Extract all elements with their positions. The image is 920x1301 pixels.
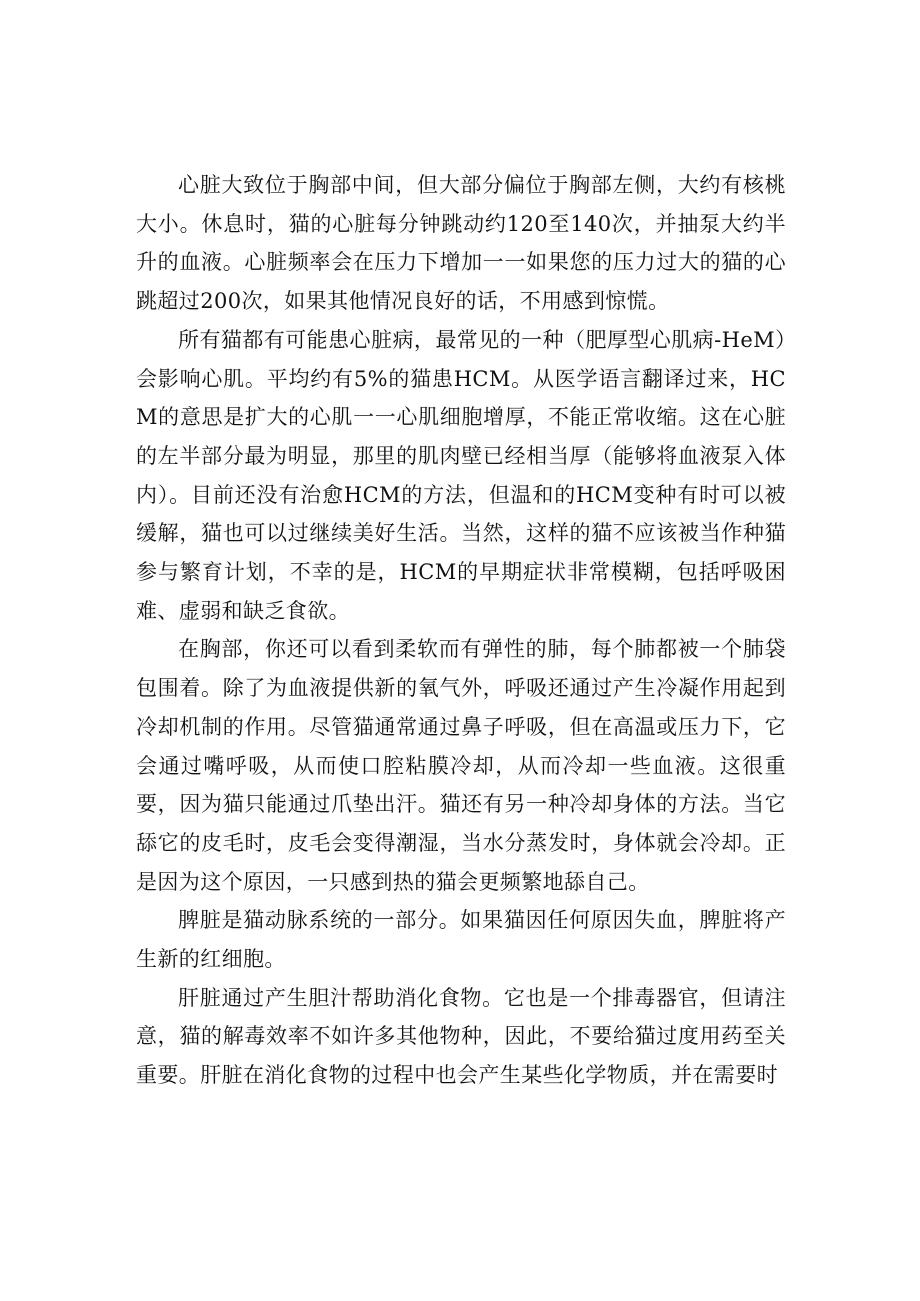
- document-body: [136, 166, 786, 1095]
- paragraph-spleen: 脾脏是猫动脉系统的一部分。如果猫因任何原因失血，脾脏将产生新的红细胞。: [136, 908, 786, 972]
- paragraph-hcm: 所有猫都有可能患心脏病，最常见的一种（肥厚型心肌病-HeM）会影响心肌。平均约有5%的猫患HCM。从医学语言翻译过来，HCM的意思是扩大的心肌一一心肌细胞增厚，不能正常收缩。这在心脏的左半部分最为明显，那里的肌肉壁已经相当厚（能够将血液泵入体内）。目前还没有治愈HCM的方法，但温和的HCM变种有时可以被缓解，猫也可以过继续美好生活。当然，这样的猫不应该被当作种猫参与繁育计划，不幸的是，HCM的早期症状非常模糊，包括呼吸困难、虚弱和缺乏食欲。: [136, 327, 786, 623]
- paragraph-liver: 肝脏通过产生胆汁帮助消化食物。它也是一个排毒器官，但请注意，猫的解毒效率不如许多其他物种，因此，不要给猫过度用药至关重要。肝脏在消化食物的过程中也会产生某些化学物质，并在需要时: [136, 985, 786, 1088]
- paragraph-heart: 心脏大致位于胸部中间，但大部分偏位于胸部左侧，大约有核桃大小。休息时，猫的心脏每分钟跳动约120至140次，并抽泵大约半升的血液。心脏频率会在压力下增加一一如果您的压力过大的猫的心跳超过200次，如果其他情况良好的话，不用感到惊慌。: [136, 173, 786, 314]
- paragraph-lungs: 在胸部，你还可以看到柔软而有弹性的肺，每个肺都被一个肺袋包围着。除了为血液提供新的氧气外，呼吸还通过产生冷凝作用起到冷却机制的作用。尽管猫通常通过鼻子呼吸，但在高温或压力下，它会通过嘴呼吸，从而使口腔粘膜冷却，从而冷却一些血液。这很重要，因为猫只能通过爪垫出汗。猫还有另一种冷却身体的方法。当它舔它的皮毛时，皮毛会变得潮湿，当水分蒸发时，身体就会冷却。正是因为这个原因，一只感到热的猫会更频繁地舔自己。: [136, 637, 786, 894]
